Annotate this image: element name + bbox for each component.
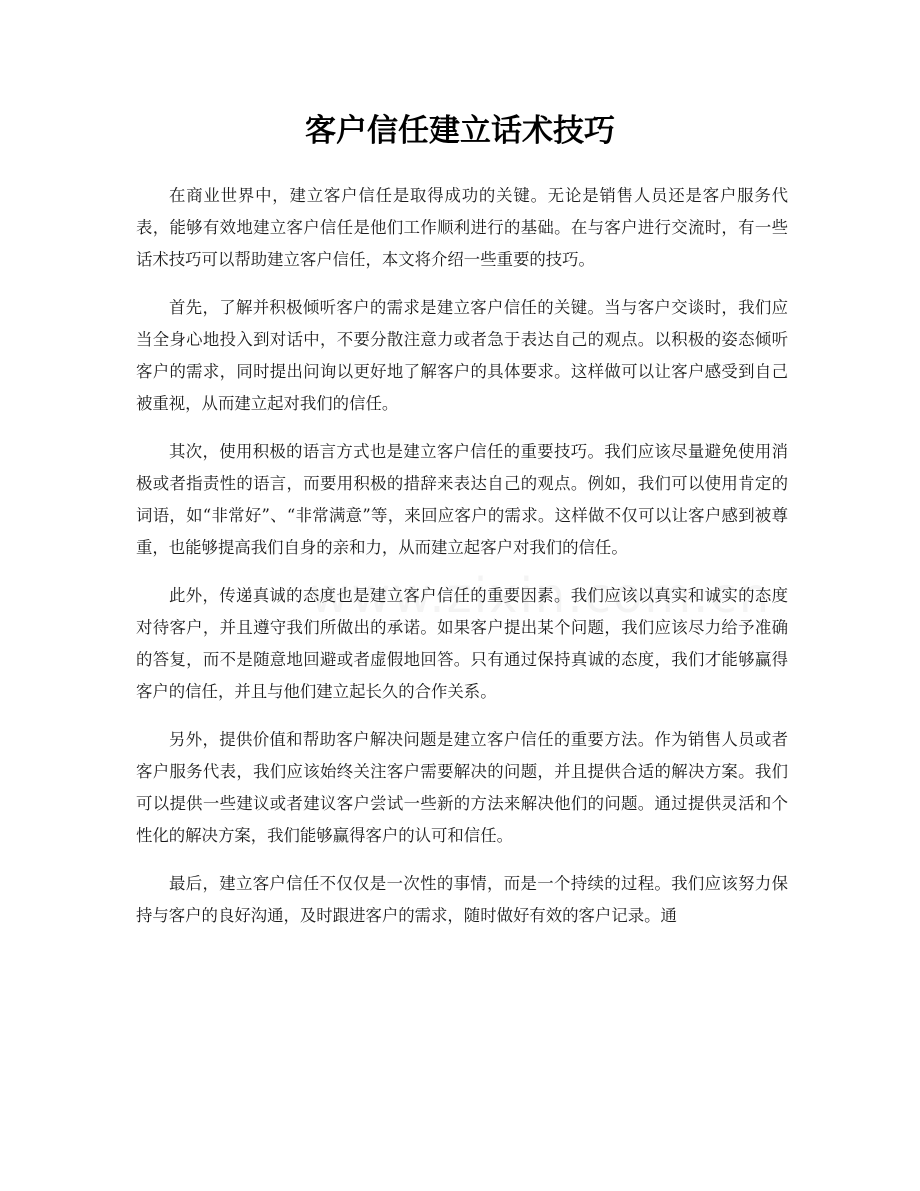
paragraph-intro: 在商业世界中，建立客户信任是取得成功的关键。无论是销售人员还是客户服务代表，能够有效地建立客户信任是他们工作顺利进行的基础。在与客户进行交流时，有一些话术技巧可以帮助建立客户信任，本文将介绍一些重要的技巧。 (136, 186, 788, 269)
paragraph-ongoing-process: 最后，建立客户信任不仅仅是一次性的事情，而是一个持续的过程。我们应该努力保持与客户的良好沟通，及时跟进客户的需求，随时做好有效的客户记录。通 (136, 874, 788, 925)
paragraph-sincerity: 此外，传递真诚的态度也是建立客户信任的重要因素。我们应该以真实和诚实的态度对待客户，并且遵守我们所做出的承诺。如果客户提出某个问题，我们应该尽力给予准确的答复，而不是随意地回避或者虚假地回答。只有通过保持真诚的态度，我们才能够赢得客户的信任，并且与他们建立起长久的合作关系。 (136, 586, 788, 701)
document-title: 客户信任建立话术技巧 (305, 113, 615, 149)
paragraph-listening: 首先，了解并积极倾听客户的需求是建立客户信任的关键。当与客户交谈时，我们应当全身心地投入到对话中，不要分散注意力或者急于表达自己的观点。以积极的姿态倾听客户的需求，同时提出问询以更好地了解客户的具体要求。这样做可以让客户感受到自己被重视，从而建立起对我们的信任。 (136, 298, 788, 413)
paragraph-positive-language: 其次，使用积极的语言方式也是建立客户信任的重要技巧。我们应该尽量避免使用消极或者指责性的语言，而要用积极的措辞来表达自己的观点。例如，我们可以使用肯定的词语，如“非常好”、“非常满意”等，来回应客户的需求。这样做不仅可以让客户感到被尊重，也能够提高我们自身的亲和力，从而建立起客户对我们的信任。 (136, 442, 788, 557)
document-body (136, 180, 788, 948)
paragraph-provide-value: 另外，提供价值和帮助客户解决问题是建立客户信任的重要方法。作为销售人员或者客户服务代表，我们应该始终关注客户需要解决的问题，并且提供合适的解决方案。我们可以提供一些建议或者建议客户尝试一些新的方法来解决他们的问题。通过提供灵活和个性化的解决方案，我们能够赢得客户的认可和信任。 (136, 730, 788, 845)
